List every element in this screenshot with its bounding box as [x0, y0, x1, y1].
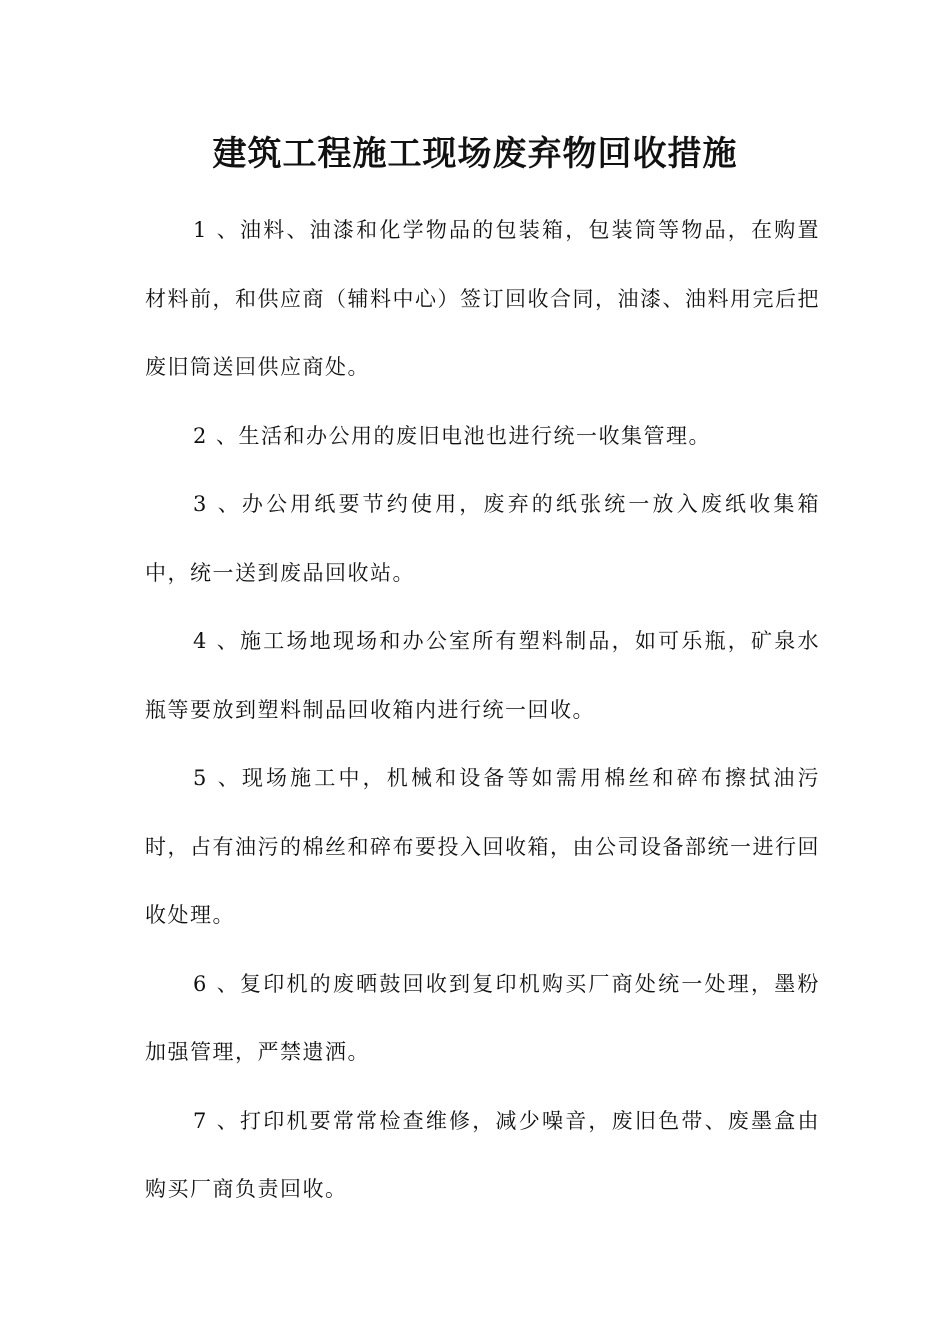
paragraph-3: 3 、办公用纸要节约使用，废弃的纸张统一放入废纸收集箱中，统一送到废品回收站。 [145, 492, 820, 585]
paragraph-2: 2 、生活和办公用的废旧电池也进行统一收集管理。 [193, 423, 712, 448]
paragraph-6: 6 、复印机的废晒鼓回收到复印机购买厂商处统一处理，墨粉加强管理，严禁遗洒。 [145, 971, 820, 1064]
document-body [145, 196, 820, 1224]
paragraph-1: 1 、油料、油漆和化学物品的包装箱，包装筒等物品，在购置材料前，和供应商（辅料中心）签订回收合同，油漆、油料用完后把废旧筒送回供应商处。 [145, 218, 820, 379]
document-title: 建筑工程施工现场废弃物回收措施 [212, 134, 738, 174]
paragraph-5: 5 、现场施工中，机械和设备等如需用棉丝和碎布擦拭油污时，占有油污的棉丝和碎布要投入回收箱，由公司设备部统一进行回收处理。 [145, 766, 820, 927]
paragraph-7: 7 、打印机要常常检查维修，减少噪音，废旧色带、废墨盒由购买厂商负责回收。 [145, 1108, 820, 1201]
paragraph-4: 4 、施工场地现场和办公室所有塑料制品，如可乐瓶，矿泉水瓶等要放到塑料制品回收箱内进行统一回收。 [145, 629, 820, 722]
